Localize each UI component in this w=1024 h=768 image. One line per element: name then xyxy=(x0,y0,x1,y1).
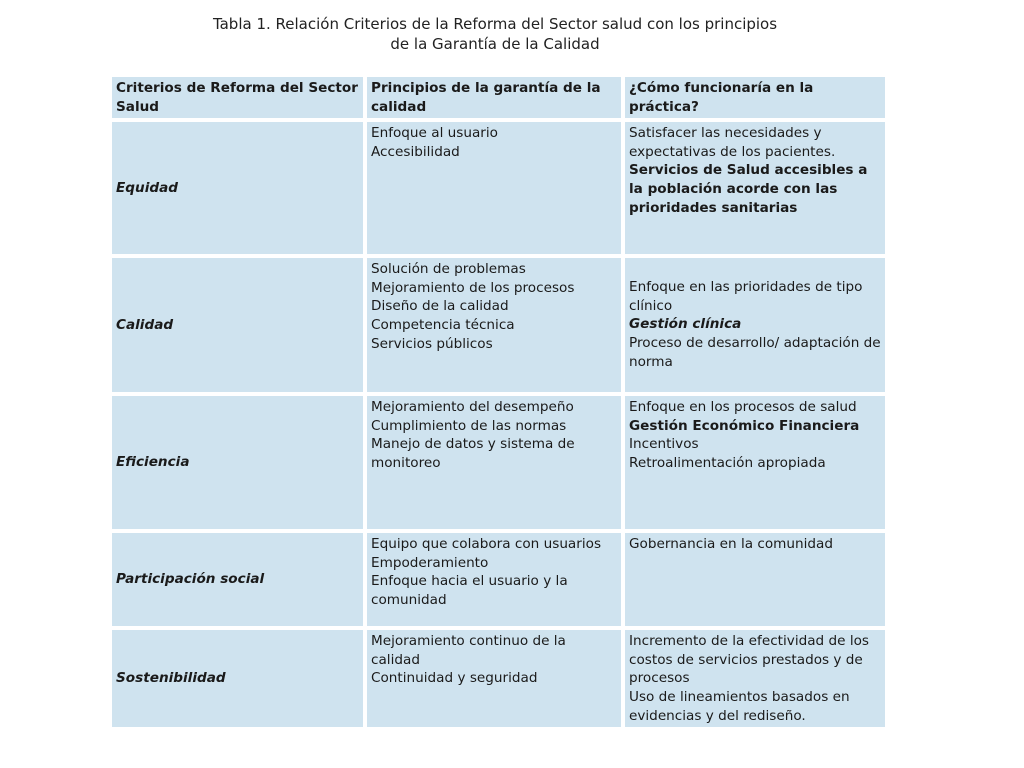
principles-cell xyxy=(365,628,623,729)
principles-cell xyxy=(365,256,623,394)
practice-item: Incentivos xyxy=(629,436,699,453)
principle-item: Mejoramiento del desempeño xyxy=(371,399,574,416)
practice-item: Gobernancia en la comunidad xyxy=(629,536,834,553)
principle-item: Servicios públicos xyxy=(371,335,493,352)
table-row xyxy=(110,394,885,531)
criterion-cell: Calidad xyxy=(110,256,365,394)
criterion-cell: Eficiencia xyxy=(110,394,365,531)
table-row xyxy=(110,120,885,256)
principles-cell xyxy=(365,120,623,256)
practice-item: Servicios de Salud accesibles a la población acorde con las prioridades sanitarias xyxy=(629,162,868,216)
practice-cell xyxy=(623,120,885,256)
principle-item: Manejo de datos y sistema de monitoreo xyxy=(371,436,575,471)
principle-item: Equipo que colabora con usuarios xyxy=(371,536,602,553)
principle-item: Empoderamiento xyxy=(371,554,489,571)
criterion-cell: Equidad xyxy=(110,120,365,256)
practice-item: Gestión clínica xyxy=(629,316,742,333)
practice-item: Gestión Económico Financiera xyxy=(629,417,860,434)
principle-item: Mejoramiento de los procesos xyxy=(371,279,575,296)
practice-item: Incremento de la efectividad de los costos de servicios prestados y de procesos xyxy=(629,633,869,687)
principle-item: Mejoramiento continuo de la calidad xyxy=(371,633,566,668)
practice-item: Enfoque en los procesos de salud xyxy=(629,399,857,416)
practice-item: Satisfacer las necesidades y expectativas de los pacientes. xyxy=(629,125,836,160)
practice-cell xyxy=(623,531,885,628)
table-container xyxy=(108,73,885,768)
criterion-cell: Participación social xyxy=(110,531,365,628)
table-row xyxy=(110,256,885,394)
principles-cell xyxy=(365,531,623,628)
principle-item: Enfoque hacia el usuario y la comunidad xyxy=(371,573,568,608)
principle-item: Enfoque al usuario xyxy=(371,125,498,142)
practice-item: Proceso de desarrollo/ adaptación de norma xyxy=(629,334,881,370)
practice-cell xyxy=(623,628,885,729)
practice-cell xyxy=(623,394,885,531)
header-criterios: Criterios de Reforma del Sector Salud xyxy=(110,75,365,120)
criterion-cell: Sostenibilidad xyxy=(110,628,365,729)
principle-item: Continuidad y seguridad xyxy=(371,670,538,687)
principle-item: Competencia técnica xyxy=(371,316,515,333)
practice-cell xyxy=(623,256,885,394)
table-caption-line-1: Tabla 1. Relación Criterios de la Reforma del Sector salud con los principios xyxy=(212,15,778,33)
table-row xyxy=(110,628,885,729)
practice-item: Uso de lineamientos basados en evidencias y del rediseño. xyxy=(629,688,850,724)
principles-cell xyxy=(365,394,623,531)
table-caption xyxy=(0,14,990,54)
practice-item: Retroalimentación apropiada xyxy=(629,454,826,471)
criteria-table xyxy=(108,73,885,731)
header-principios: Principios de la garantía de la calidad xyxy=(365,75,623,120)
table-row xyxy=(110,531,885,628)
header-como-funcionaria: ¿Cómo funcionaría en la práctica? xyxy=(623,75,885,120)
principle-item: Solución de problemas xyxy=(371,261,526,278)
practice-item: Enfoque en las prioridades de tipo clínico xyxy=(629,279,863,314)
table-caption-line-2: de la Garantía de la Calidad xyxy=(390,35,600,53)
principle-item: Diseño de la calidad xyxy=(371,298,509,315)
principle-item: Accesibilidad xyxy=(371,143,460,160)
table-header-row xyxy=(110,75,885,120)
principle-item: Cumplimiento de las normas xyxy=(371,417,567,434)
